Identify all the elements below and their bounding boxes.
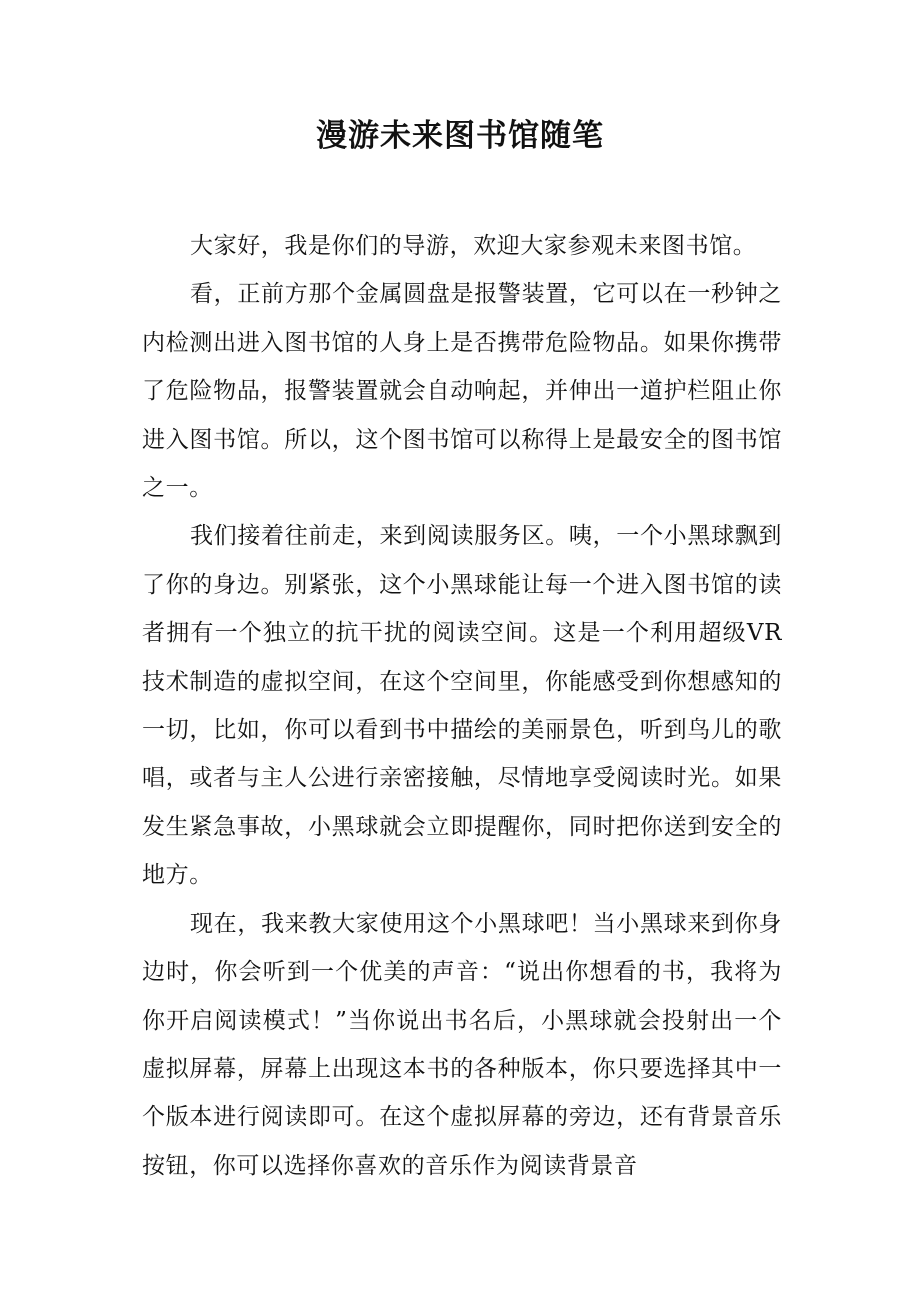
document-body [142, 222, 782, 1190]
document-title: 漫游未来图书馆随笔 [316, 118, 604, 154]
paragraph-alarm-device: 看，正前方那个金属圆盘是报警装置，它可以在一秒钟之内检测出进入图书馆的人身上是否携带危险物品。如果你携带了危险物品，报警装置就会自动响起，并伸出一道护栏阻止你进入图书馆。所以，这个图书馆可以称得上是最安全的图书馆之一。 [142, 281, 782, 502]
paragraph-reading-service: 我们接着往前走，来到阅读服务区。咦，一个小黑球飘到了你的身边。别紧张，这个小黑球能让每一个进入图书馆的读者拥有一个独立的抗干扰的阅读空间。这是一个利用超级VR技术制造的虚拟空间，在这个空间里，你能感受到你想感知的一切，比如，你可以看到书中描绘的美丽景色，听到鸟儿的歌唱，或者与主人公进行亲密接触，尽情地享受阅读时光。如果发生紧急事故，小黑球就会立即提醒你，同时把你送到安全的地方。 [142, 523, 782, 889]
paragraph-black-ball-usage: 现在，我来教大家使用这个小黑球吧！当小黑球来到你身边时，你会听到一个优美的声音：“说出你想看的书，我将为你开启阅读模式！”当你说出书名后，小黑球就会投射出一个虚拟屏幕，屏幕上出现这本书的各种版本，你只要选择其中一个版本进行阅读即可。在这个虚拟屏幕的旁边，还有背景音乐按钮，你可以选择你喜欢的音乐作为阅读背景音 [142, 910, 782, 1179]
paragraph-greeting: 大家好，我是你们的导游，欢迎大家参观未来图书馆。 [190, 233, 757, 259]
